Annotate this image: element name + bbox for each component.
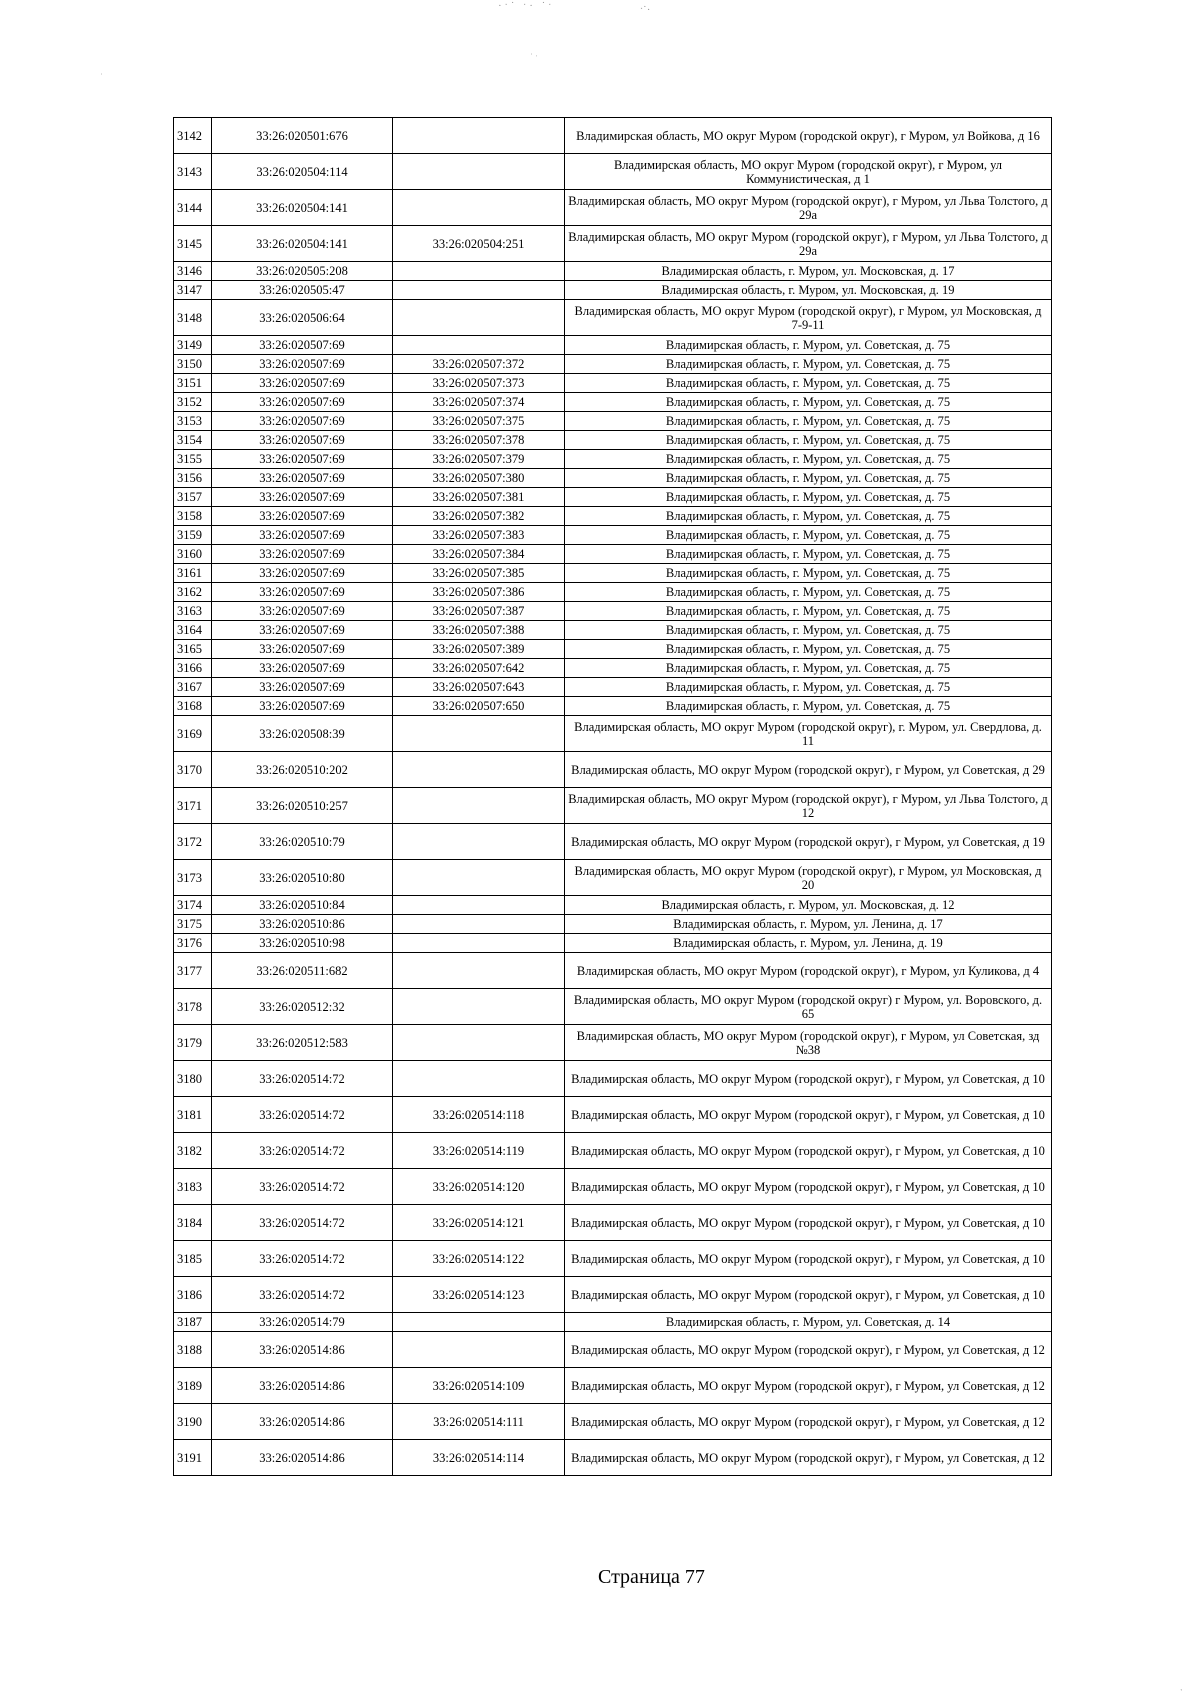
table-row — [174, 716, 1052, 752]
row-number: 3143 — [174, 154, 212, 190]
parcel-cadastral-number: 33:26:020507:69 — [212, 621, 393, 640]
table-row — [174, 336, 1052, 355]
table-row — [174, 1025, 1052, 1061]
parcel-cadastral-number: 33:26:020510:84 — [212, 896, 393, 915]
row-number: 3151 — [174, 374, 212, 393]
row-number: 3175 — [174, 915, 212, 934]
parcel-cadastral-number: 33:26:020504:141 — [212, 190, 393, 226]
object-cadastral-number — [393, 300, 565, 336]
parcel-cadastral-number: 33:26:020507:69 — [212, 507, 393, 526]
table-row — [174, 300, 1052, 336]
address: Владимирская область, г. Муром, ул. Московская, д. 19 — [565, 281, 1052, 300]
object-cadastral-number — [393, 1313, 565, 1332]
parcel-cadastral-number: 33:26:020507:69 — [212, 526, 393, 545]
table-row — [174, 915, 1052, 934]
table-row — [174, 1332, 1052, 1368]
parcel-cadastral-number: 33:26:020507:69 — [212, 640, 393, 659]
row-number: 3188 — [174, 1332, 212, 1368]
row-number: 3159 — [174, 526, 212, 545]
parcel-cadastral-number: 33:26:020514:72 — [212, 1277, 393, 1313]
table-row — [174, 788, 1052, 824]
parcel-cadastral-number: 33:26:020501:676 — [212, 118, 393, 154]
scan-noise: ˑ — [1180, 1686, 1183, 1696]
table-row — [174, 488, 1052, 507]
address: Владимирская область, г. Муром, ул. Советская, д. 75 — [565, 450, 1052, 469]
row-number: 3145 — [174, 226, 212, 262]
object-cadastral-number: 33:26:020507:381 — [393, 488, 565, 507]
row-number: 3186 — [174, 1277, 212, 1313]
object-cadastral-number — [393, 336, 565, 355]
scan-noise: ˙ — [100, 72, 103, 82]
object-cadastral-number: 33:26:020507:388 — [393, 621, 565, 640]
object-cadastral-number: 33:26:020507:387 — [393, 602, 565, 621]
parcel-cadastral-number: 33:26:020514:72 — [212, 1097, 393, 1133]
object-cadastral-number: 33:26:020514:119 — [393, 1133, 565, 1169]
row-number: 3148 — [174, 300, 212, 336]
row-number: 3144 — [174, 190, 212, 226]
row-number: 3161 — [174, 564, 212, 583]
table-row — [174, 564, 1052, 583]
parcel-cadastral-number: 33:26:020512:583 — [212, 1025, 393, 1061]
row-number: 3155 — [174, 450, 212, 469]
parcel-cadastral-number: 33:26:020507:69 — [212, 659, 393, 678]
row-number: 3152 — [174, 393, 212, 412]
parcel-cadastral-number: 33:26:020507:69 — [212, 564, 393, 583]
object-cadastral-number — [393, 190, 565, 226]
parcel-cadastral-number: 33:26:020510:80 — [212, 860, 393, 896]
table-row — [174, 281, 1052, 300]
object-cadastral-number: 33:26:020514:114 — [393, 1440, 565, 1476]
table-row — [174, 262, 1052, 281]
object-cadastral-number — [393, 953, 565, 989]
row-number: 3156 — [174, 469, 212, 488]
parcel-cadastral-number: 33:26:020504:141 — [212, 226, 393, 262]
object-cadastral-number: 33:26:020507:379 — [393, 450, 565, 469]
table-row — [174, 953, 1052, 989]
address: Владимирская область, г. Муром, ул. Советская, д. 75 — [565, 336, 1052, 355]
address: Владимирская область, г. Муром, ул. Советская, д. 75 — [565, 431, 1052, 450]
table-row — [174, 190, 1052, 226]
address: Владимирская область, МО округ Муром (городской округ), г Муром, ул Советская, д 12 — [565, 1332, 1052, 1368]
row-number: 3190 — [174, 1404, 212, 1440]
object-cadastral-number: 33:26:020504:251 — [393, 226, 565, 262]
row-number: 3162 — [174, 583, 212, 602]
address: Владимирская область, г. Муром, ул. Советская, д. 75 — [565, 659, 1052, 678]
object-cadastral-number — [393, 896, 565, 915]
table-row — [174, 934, 1052, 953]
address: Владимирская область, г. Муром, ул. Советская, д. 75 — [565, 488, 1052, 507]
address: Владимирская область, МО округ Муром (городской округ), г Муром, ул Льва Толстого, д 12 — [565, 788, 1052, 824]
row-number: 3142 — [174, 118, 212, 154]
row-number: 3168 — [174, 697, 212, 716]
parcel-cadastral-number: 33:26:020514:72 — [212, 1133, 393, 1169]
address: Владимирская область, г. Муром, ул. Советская, д. 14 — [565, 1313, 1052, 1332]
address: Владимирская область, г. Муром, ул. Советская, д. 75 — [565, 374, 1052, 393]
object-cadastral-number: 33:26:020514:121 — [393, 1205, 565, 1241]
address: Владимирская область, г. Муром, ул. Советская, д. 75 — [565, 355, 1052, 374]
address: Владимирская область, г. Муром, ул. Советская, д. 75 — [565, 697, 1052, 716]
object-cadastral-number — [393, 154, 565, 190]
row-number: 3178 — [174, 989, 212, 1025]
row-number: 3164 — [174, 621, 212, 640]
parcel-cadastral-number: 33:26:020505:208 — [212, 262, 393, 281]
address: Владимирская область, МО округ Муром (городской округ), г Муром, ул Советская, зд №38 — [565, 1025, 1052, 1061]
object-cadastral-number — [393, 281, 565, 300]
object-cadastral-number: 33:26:020507:382 — [393, 507, 565, 526]
object-cadastral-number: 33:26:020507:389 — [393, 640, 565, 659]
row-number: 3147 — [174, 281, 212, 300]
address: Владимирская область, г. Муром, ул. Советская, д. 75 — [565, 583, 1052, 602]
row-number: 3174 — [174, 896, 212, 915]
address: Владимирская область, г. Муром, ул. Советская, д. 75 — [565, 564, 1052, 583]
object-cadastral-number — [393, 1025, 565, 1061]
table-row — [174, 1313, 1052, 1332]
table-row — [174, 640, 1052, 659]
table-row — [174, 226, 1052, 262]
row-number: 3149 — [174, 336, 212, 355]
table-row — [174, 118, 1052, 154]
parcel-cadastral-number: 33:26:020507:69 — [212, 583, 393, 602]
row-number: 3171 — [174, 788, 212, 824]
parcel-cadastral-number: 33:26:020514:72 — [212, 1169, 393, 1205]
table-row — [174, 450, 1052, 469]
object-cadastral-number — [393, 752, 565, 788]
row-number: 3157 — [174, 488, 212, 507]
object-cadastral-number: 33:26:020507:650 — [393, 697, 565, 716]
table-row — [174, 621, 1052, 640]
table-row — [174, 602, 1052, 621]
address: Владимирская область, МО округ Муром (городской округ), г Муром, ул Советская, д 29 — [565, 752, 1052, 788]
table-row — [174, 412, 1052, 431]
table-row — [174, 583, 1052, 602]
row-number: 3163 — [174, 602, 212, 621]
address: Владимирская область, МО округ Муром (городской округ), г Муром, ул Льва Толстого, д 29а — [565, 190, 1052, 226]
address: Владимирская область, МО округ Муром (городской округ), г Муром, ул Войкова, д 16 — [565, 118, 1052, 154]
address: Владимирская область, г. Муром, ул. Советская, д. 75 — [565, 602, 1052, 621]
address: Владимирская область, МО округ Муром (городской округ), г Муром, ул Советская, д 10 — [565, 1277, 1052, 1313]
address: Владимирская область, г. Муром, ул. Советская, д. 75 — [565, 393, 1052, 412]
row-number: 3154 — [174, 431, 212, 450]
object-cadastral-number — [393, 262, 565, 281]
address: Владимирская область, г. Муром, ул. Ленина, д. 17 — [565, 915, 1052, 934]
row-number: 3166 — [174, 659, 212, 678]
address: Владимирская область, МО округ Муром (городской округ), г Муром, ул Советская, д 10 — [565, 1241, 1052, 1277]
parcel-cadastral-number: 33:26:020507:69 — [212, 355, 393, 374]
object-cadastral-number: 33:26:020507:373 — [393, 374, 565, 393]
object-cadastral-number — [393, 915, 565, 934]
row-number: 3185 — [174, 1241, 212, 1277]
table-row — [174, 374, 1052, 393]
table-row — [174, 355, 1052, 374]
object-cadastral-number — [393, 989, 565, 1025]
object-cadastral-number — [393, 1332, 565, 1368]
parcel-cadastral-number: 33:26:020511:682 — [212, 953, 393, 989]
object-cadastral-number — [393, 788, 565, 824]
parcel-cadastral-number: 33:26:020507:69 — [212, 336, 393, 355]
address: Владимирская область, г. Муром, ул. Ленина, д. 19 — [565, 934, 1052, 953]
table-row — [174, 989, 1052, 1025]
row-number: 3183 — [174, 1169, 212, 1205]
table-row — [174, 659, 1052, 678]
table-row — [174, 545, 1052, 564]
address: Владимирская область, г. Муром, ул. Советская, д. 75 — [565, 507, 1052, 526]
parcel-cadastral-number: 33:26:020506:64 — [212, 300, 393, 336]
parcel-cadastral-number: 33:26:020507:69 — [212, 697, 393, 716]
parcel-cadastral-number: 33:26:020507:69 — [212, 412, 393, 431]
register-table-body — [174, 118, 1052, 1476]
object-cadastral-number: 33:26:020514:122 — [393, 1241, 565, 1277]
row-number: 3176 — [174, 934, 212, 953]
row-number: 3167 — [174, 678, 212, 697]
address: Владимирская область, МО округ Муром (городской округ), г Муром, ул Советская, д 10 — [565, 1097, 1052, 1133]
table-row — [174, 1097, 1052, 1133]
table-row — [174, 752, 1052, 788]
parcel-cadastral-number: 33:26:020514:86 — [212, 1368, 393, 1404]
object-cadastral-number: 33:26:020507:378 — [393, 431, 565, 450]
table-row — [174, 697, 1052, 716]
table-row — [174, 824, 1052, 860]
row-number: 3153 — [174, 412, 212, 431]
address: Владимирская область, МО округ Муром (городской округ), г Муром, ул Коммунистическая, д 1 — [565, 154, 1052, 190]
address: Владимирская область, МО округ Муром (городской округ), г Муром, ул Льва Толстого, д 29а — [565, 226, 1052, 262]
parcel-cadastral-number: 33:26:020507:69 — [212, 393, 393, 412]
object-cadastral-number — [393, 824, 565, 860]
address: Владимирская область, г. Муром, ул. Советская, д. 75 — [565, 621, 1052, 640]
parcel-cadastral-number: 33:26:020510:79 — [212, 824, 393, 860]
address: Владимирская область, г. Муром, ул. Советская, д. 75 — [565, 678, 1052, 697]
address: Владимирская область, г. Муром, ул. Советская, д. 75 — [565, 526, 1052, 545]
address: Владимирская область, г. Муром, ул. Советская, д. 75 — [565, 412, 1052, 431]
scan-noise: ˙ ˑ — [530, 52, 538, 62]
parcel-cadastral-number: 33:26:020510:202 — [212, 752, 393, 788]
address: Владимирская область, МО округ Муром (городской округ) г Муром, ул. Воровского, д. 65 — [565, 989, 1052, 1025]
row-number: 3170 — [174, 752, 212, 788]
address: Владимирская область, г. Муром, ул. Московская, д. 17 — [565, 262, 1052, 281]
parcel-cadastral-number: 33:26:020510:86 — [212, 915, 393, 934]
table-row — [174, 1061, 1052, 1097]
address: Владимирская область, МО округ Муром (городской округ), г Муром, ул Куликова, д 4 — [565, 953, 1052, 989]
object-cadastral-number: 33:26:020514:123 — [393, 1277, 565, 1313]
parcel-cadastral-number: 33:26:020514:72 — [212, 1061, 393, 1097]
row-number: 3191 — [174, 1440, 212, 1476]
table-row — [174, 431, 1052, 450]
row-number: 3177 — [174, 953, 212, 989]
table-row — [174, 469, 1052, 488]
object-cadastral-number: 33:26:020514:111 — [393, 1404, 565, 1440]
address: Владимирская область, МО округ Муром (городской округ), г Муром, ул Советская, д 12 — [565, 1440, 1052, 1476]
parcel-cadastral-number: 33:26:020507:69 — [212, 488, 393, 507]
table-row — [174, 1241, 1052, 1277]
address: Владимирская область, МО округ Муром (городской округ), г Муром, ул Советская, д 12 — [565, 1404, 1052, 1440]
parcel-cadastral-number: 33:26:020514:86 — [212, 1404, 393, 1440]
address: Владимирская область, МО округ Муром (городской округ), г Муром, ул Советская, д 12 — [565, 1368, 1052, 1404]
row-number: 3179 — [174, 1025, 212, 1061]
object-cadastral-number — [393, 118, 565, 154]
parcel-cadastral-number: 33:26:020514:72 — [212, 1205, 393, 1241]
address: Владимирская область, г. Муром, ул. Советская, д. 75 — [565, 545, 1052, 564]
object-cadastral-number: 33:26:020507:642 — [393, 659, 565, 678]
address: Владимирская область, г. Муром, ул. Московская, д. 12 — [565, 896, 1052, 915]
register-table — [173, 117, 1052, 1476]
row-number: 3169 — [174, 716, 212, 752]
row-number: 3165 — [174, 640, 212, 659]
table-row — [174, 154, 1052, 190]
address: Владимирская область, МО округ Муром (городской округ), г Муром, ул Советская, д 19 — [565, 824, 1052, 860]
parcel-cadastral-number: 33:26:020507:69 — [212, 431, 393, 450]
object-cadastral-number: 33:26:020507:643 — [393, 678, 565, 697]
address: Владимирская область, МО округ Муром (городской округ), г. Муром, ул. Свердлова, д. 11 — [565, 716, 1052, 752]
parcel-cadastral-number: 33:26:020507:69 — [212, 450, 393, 469]
parcel-cadastral-number: 33:26:020504:114 — [212, 154, 393, 190]
parcel-cadastral-number: 33:26:020510:98 — [212, 934, 393, 953]
table-row — [174, 1133, 1052, 1169]
row-number: 3172 — [174, 824, 212, 860]
table-row — [174, 1404, 1052, 1440]
parcel-cadastral-number: 33:26:020514:86 — [212, 1440, 393, 1476]
table-row — [174, 860, 1052, 896]
object-cadastral-number — [393, 860, 565, 896]
parcel-cadastral-number: 33:26:020514:79 — [212, 1313, 393, 1332]
parcel-cadastral-number: 33:26:020507:69 — [212, 602, 393, 621]
object-cadastral-number: 33:26:020507:375 — [393, 412, 565, 431]
object-cadastral-number: 33:26:020507:384 — [393, 545, 565, 564]
row-number: 3182 — [174, 1133, 212, 1169]
row-number: 3150 — [174, 355, 212, 374]
object-cadastral-number — [393, 1061, 565, 1097]
table-row — [174, 896, 1052, 915]
row-number: 3180 — [174, 1061, 212, 1097]
object-cadastral-number — [393, 716, 565, 752]
parcel-cadastral-number: 33:26:020514:86 — [212, 1332, 393, 1368]
address: Владимирская область, МО округ Муром (городской округ), г Муром, ул Советская, д 10 — [565, 1133, 1052, 1169]
row-number: 3158 — [174, 507, 212, 526]
parcel-cadastral-number: 33:26:020510:257 — [212, 788, 393, 824]
row-number: 3189 — [174, 1368, 212, 1404]
object-cadastral-number: 33:26:020507:385 — [393, 564, 565, 583]
parcel-cadastral-number: 33:26:020505:47 — [212, 281, 393, 300]
object-cadastral-number: 33:26:020507:386 — [393, 583, 565, 602]
parcel-cadastral-number: 33:26:020507:69 — [212, 469, 393, 488]
table-row — [174, 526, 1052, 545]
object-cadastral-number: 33:26:020514:120 — [393, 1169, 565, 1205]
table-row — [174, 393, 1052, 412]
parcel-cadastral-number: 33:26:020508:39 — [212, 716, 393, 752]
row-number: 3173 — [174, 860, 212, 896]
address: Владимирская область, МО округ Муром (городской округ), г Муром, ул Советская, д 10 — [565, 1061, 1052, 1097]
parcel-cadastral-number: 33:26:020507:69 — [212, 374, 393, 393]
table-row — [174, 1277, 1052, 1313]
table-row — [174, 1205, 1052, 1241]
address: Владимирская область, МО округ Муром (городской округ), г Муром, ул Московская, д 20 — [565, 860, 1052, 896]
object-cadastral-number: 33:26:020507:372 — [393, 355, 565, 374]
parcel-cadastral-number: 33:26:020507:69 — [212, 678, 393, 697]
table-row — [174, 1440, 1052, 1476]
object-cadastral-number: 33:26:020514:109 — [393, 1368, 565, 1404]
address: Владимирская область, МО округ Муром (городской округ), г Муром, ул Московская, д 7-9-11 — [565, 300, 1052, 336]
scan-noise: ·ˑ˙ ˑ· ˙ˑ — [498, 0, 555, 12]
address: Владимирская область, г. Муром, ул. Советская, д. 75 — [565, 469, 1052, 488]
row-number: 3187 — [174, 1313, 212, 1332]
address: Владимирская область, г. Муром, ул. Советская, д. 75 — [565, 640, 1052, 659]
row-number: 3146 — [174, 262, 212, 281]
object-cadastral-number: 33:26:020507:380 — [393, 469, 565, 488]
object-cadastral-number: 33:26:020507:383 — [393, 526, 565, 545]
object-cadastral-number: 33:26:020514:118 — [393, 1097, 565, 1133]
row-number: 3160 — [174, 545, 212, 564]
table-row — [174, 678, 1052, 697]
parcel-cadastral-number: 33:26:020512:32 — [212, 989, 393, 1025]
row-number: 3181 — [174, 1097, 212, 1133]
page-number: Страница 77 — [598, 1566, 705, 1588]
object-cadastral-number: 33:26:020507:374 — [393, 393, 565, 412]
address: Владимирская область, МО округ Муром (городской округ), г Муром, ул Советская, д 10 — [565, 1169, 1052, 1205]
table-row — [174, 1169, 1052, 1205]
address: Владимирская область, МО округ Муром (городской округ), г Муром, ул Советская, д 10 — [565, 1205, 1052, 1241]
row-number: 3184 — [174, 1205, 212, 1241]
parcel-cadastral-number: 33:26:020514:72 — [212, 1241, 393, 1277]
table-row — [174, 1368, 1052, 1404]
object-cadastral-number — [393, 934, 565, 953]
parcel-cadastral-number: 33:26:020507:69 — [212, 545, 393, 564]
scan-noise: ˑ˙· — [640, 4, 651, 16]
table-row — [174, 507, 1052, 526]
